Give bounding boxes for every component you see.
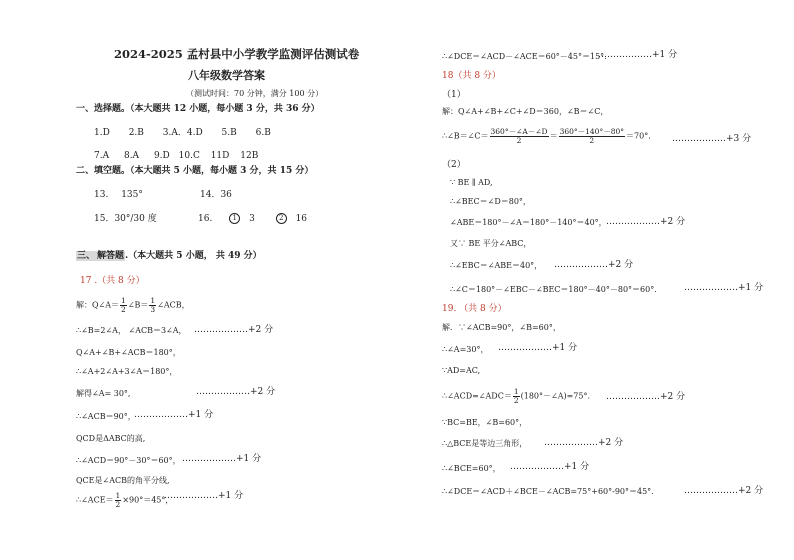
q17-line9: QCE是∠ACB的角平分线,: [76, 476, 170, 485]
fraction-one-half: $\frac{1}{2}$: [513, 387, 519, 405]
q18-part1: （1）: [442, 90, 466, 100]
answer: 13.: [94, 190, 109, 200]
q18-line1: 解：Q∠A+∠B+∠C+∠D＝360，∠B＝∠C，: [442, 107, 609, 116]
section1-row2: [94, 150, 258, 162]
answer: 16: [295, 214, 308, 224]
q18-part2: （2）: [442, 160, 466, 170]
q17-heading: 17 .（共 8 分）: [80, 276, 145, 286]
text: ∴∠ACD=∠ADC＝: [442, 391, 512, 401]
q17-line4: ∴∠A+2∠A+3∠A＝180°，: [76, 367, 178, 376]
fraction-one-half: $\frac{1}{2}$: [121, 296, 126, 314]
q19-line6-score: ………………+2 分: [544, 438, 624, 448]
section1-row1: [94, 127, 271, 139]
text: 解：Q∠A＝: [76, 300, 120, 310]
section3-number: 三、: [77, 251, 96, 261]
text: (180°－∠A)=75°．: [520, 391, 596, 401]
q17-line8: ∴∠ACD＝90°－30°＝60°，: [76, 456, 181, 465]
q18-m5-score: ………………+2 分: [554, 260, 634, 270]
answer-15: 15．30°/30 度: [94, 214, 157, 224]
q19-line4: [442, 388, 595, 405]
q19-line4-score: ………………+2 分: [606, 392, 686, 402]
q18-m5: ∴∠EBC＝∠ABE＝40°，: [450, 261, 543, 270]
text: ∴∠ACE＝: [76, 495, 114, 505]
answer: 1.D: [94, 128, 110, 138]
q17-line2: ∴∠B=2∠A， ∠ACB＝3∠A，: [76, 326, 187, 335]
answer: 10.C: [178, 151, 200, 161]
q19-line3: ∵AD=AC,: [442, 366, 481, 375]
section3-title: [76, 250, 262, 262]
question-number: 16.: [198, 214, 213, 224]
q17-line8-score: ………………+1 分: [182, 454, 262, 464]
q18-heading: 18（共 8 分）: [442, 71, 501, 81]
answer: 3: [249, 214, 255, 224]
answer: 2.B: [128, 128, 144, 138]
answer: 11D: [210, 151, 230, 161]
answer-14: 14．36: [200, 190, 232, 200]
circled-one: 1: [229, 213, 240, 224]
section1-title: 一、选择题。（本大题共 12 小题，每小题 3 分，共 36 分）: [76, 104, 320, 114]
q19-line8: ∴∠DCE＝∠ACD＋∠BCE－∠ACB=75°+60°-90°＝45°．: [442, 487, 660, 496]
text: ＝70°．: [626, 131, 657, 141]
page-title: 2024-2025 孟村县中小学教学监测评估测试卷: [114, 47, 360, 61]
q19-line7: ∴∠BCE=60°，: [442, 464, 501, 473]
q17-line6-score: ………………+1 分: [134, 410, 214, 420]
section3-rest: .（本大题共 5 小题， 共 49 分）: [125, 251, 262, 261]
q17-line6: ∴∠ACB＝90°，: [76, 412, 136, 421]
fraction-one-third: $\frac{1}{3}$: [150, 296, 156, 314]
q17-line2-score: ………………+2 分: [194, 325, 274, 335]
answer: 7.A: [94, 151, 110, 161]
q19-line6: ∴△BCE是等边三角形，: [442, 439, 528, 448]
text: ∴∠B＝∠C＝: [442, 131, 489, 141]
q17-final: ∴∠DCE＝∠ACD－∠ACE＝60°－45°＝15°．: [442, 52, 613, 61]
q18-m2: ∴∠BEC＝∠D＝80°，: [450, 197, 531, 206]
q19-line8-score: ………………+2 分: [684, 486, 764, 496]
q17-line10-score: ………………+1 分: [164, 491, 244, 501]
q17-line1: [76, 297, 190, 314]
q19-line2: ∴∠A=30°，: [442, 345, 489, 354]
answer: 135°: [121, 190, 143, 200]
q17-line7: QCD是ΔABC的高,: [76, 434, 146, 443]
fraction-one-half: $\frac{1}{2}$: [115, 491, 121, 509]
q18-m1: ∵ BE ∥ AD,: [450, 178, 493, 187]
q19-line7-score: ………………+1 分: [510, 462, 590, 472]
q17-line3: Q∠A+∠B+∠ACB＝180°，: [76, 348, 181, 357]
q18-line2: [442, 128, 656, 145]
q18-m6-score: ………………+1 分: [684, 283, 764, 293]
answer-16: [198, 213, 307, 225]
answer: 12B: [240, 151, 259, 161]
q19-line2-score: ………………+1 分: [498, 343, 578, 353]
answer: 3.A．4.D: [162, 128, 203, 138]
q17-line5-score: ………………+2 分: [196, 387, 276, 397]
q18-m6: ∴∠C＝180°－∠EBC－∠BEC＝180°－40°－80°＝60°．: [450, 285, 663, 294]
equals: ＝: [549, 131, 558, 141]
q19-line1: 解．∵∠ACB=90°，∠B=60°，: [442, 323, 561, 332]
q18-m4: 又∵ BE 平分∠ABC，: [450, 239, 532, 248]
section2-title: 二、填空题。（本大题共 5 小题，每小题 3 分，共 15 分）: [76, 166, 314, 176]
section3-label: 解答题: [97, 251, 125, 261]
text: ∠ACB，: [157, 300, 190, 310]
q17-line5: 解得∠A= 30°,: [76, 389, 131, 398]
q18-m3: ∠ABE＝180°－∠A＝180°－140°＝40°，: [450, 218, 607, 227]
answer: 8.A: [123, 151, 140, 161]
circled-two: 2: [276, 213, 287, 224]
answer: 9.D: [153, 151, 170, 161]
answer: 5.B: [221, 128, 237, 138]
fraction-angle-values: $\frac{360^\circ-140^\circ-80^\circ}{2}$: [559, 127, 625, 145]
q19-line5: ∵BC=BE，∠B=60°，: [442, 418, 528, 427]
text: ∠B＝: [127, 300, 149, 310]
q17-line10: [76, 492, 173, 509]
fraction-angle-formula: $\frac{360^\circ-\angle A-\angle D}{2}$: [490, 127, 548, 145]
q18-m3-score: ………………+2 分: [606, 217, 686, 227]
exam-info: （测试时间：70 分钟，满分 100 分）: [186, 89, 324, 98]
q19-heading: 19. （共 8 分）: [442, 304, 507, 314]
page-subtitle: 八年级数学答案: [188, 69, 265, 82]
q18-line2-score: ………………+3 分: [672, 134, 752, 144]
q17-final-score: ………………+1 分: [598, 50, 678, 60]
text: ×90°＝45°，: [122, 495, 174, 505]
section2-row1: [94, 189, 143, 201]
answer: 6.B: [255, 128, 271, 138]
